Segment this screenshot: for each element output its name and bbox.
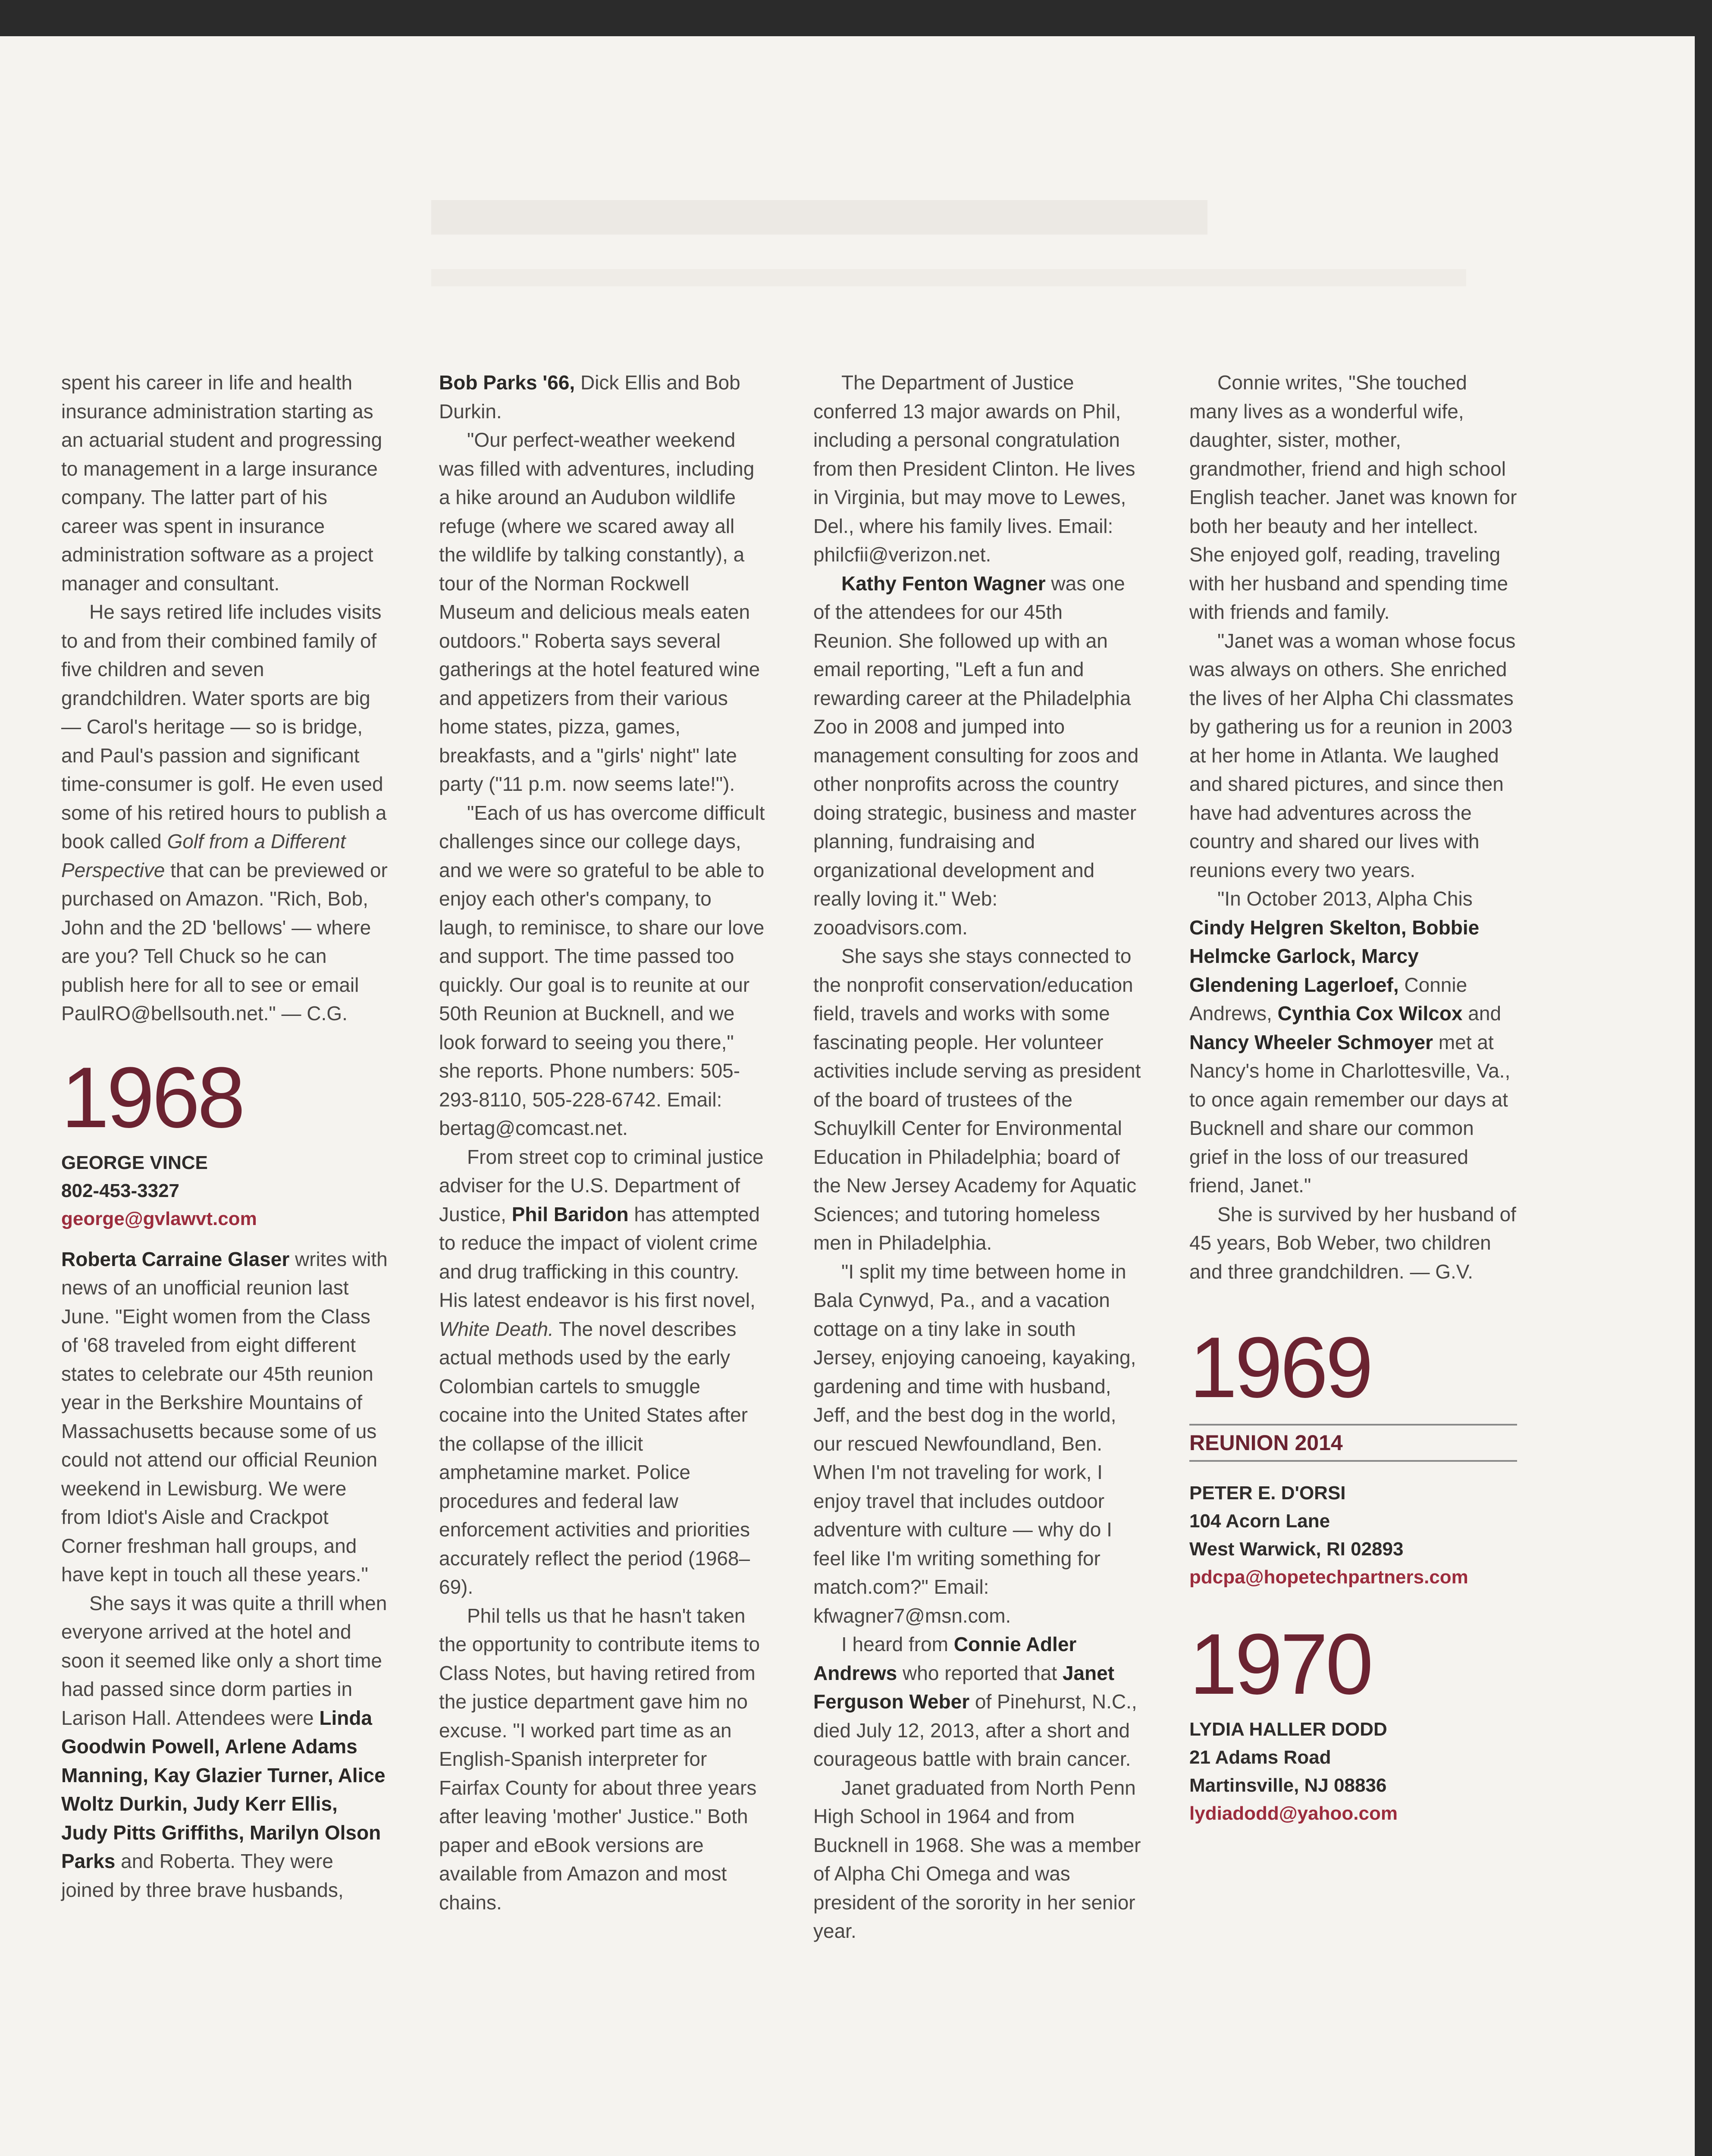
class-1969-header	[1189, 1319, 1517, 1591]
contact-email[interactable]: pdcpa@hopetechpartners.com	[1189, 1567, 1468, 1588]
paragraph: Roberta Carraine Glaser writes with news of an unofficial reunion last June. "Eight women from the Class of '68 traveled from eight different states to celebrate our 45th reunion year in the Berkshire Mountains of Massachusetts because some of us could not attend our official Reunion weekend in Lewisburg. We were from Idiot's Aisle and Crackpot Corner freshman hall groups, and have kept in touch all these years."	[61, 1247, 388, 1586]
divider	[1189, 1460, 1517, 1462]
contact-address-line1: 21 Adams Road	[1189, 1747, 1331, 1768]
contact-phone: 802-453-3327	[61, 1180, 180, 1201]
class-contact	[1189, 1479, 1517, 1591]
paragraph: "Each of us has overcome difficult challenges since our college days, and we were so grateful to be able to enjoy each other's company, to laugh, to reminisce, to share our love and support. The time passed too quickly. Our goal is to reunite at our 50th Reunion at Bucknell, and we look forward to seeing you there," she reports. Phone numbers: 505-293-8110, 505-228-6742. Email: bertag@comcast.net.	[439, 801, 765, 1139]
class-1968-header	[61, 1049, 389, 1233]
show-through-decoration	[431, 269, 1466, 286]
column-3	[813, 368, 1141, 1946]
magazine-page	[0, 36, 1695, 2156]
class-contact	[1189, 1715, 1517, 1827]
paragraph: She is survived by her husband of 45 years, Bob Weber, two children and three grandchildren. — G.V.	[1189, 1203, 1516, 1283]
paragraph: From street cop to criminal justice adviser for the U.S. Department of Justice, Phil Baridon has attempted to reduce the impact of violent crime and drug trafficking in this country. His latest endeavor is his first novel, White Death. The novel describes actual methods used by the early Colombian cartels to smuggle cocaine into the United States after the collapse of the illicit amphetamine market. Police procedures and federal law enforcement activities and priorities accurately reflect the period (1968–69).	[439, 1145, 764, 1598]
contact-address-line2: Martinsville, NJ 08836	[1189, 1775, 1387, 1796]
class-1970-header	[1189, 1616, 1517, 1827]
reunion-label: REUNION 2014	[1189, 1431, 1343, 1455]
paragraph: The Department of Justice conferred 13 major awards on Phil, including a personal congratulation from then President Clinton. He lives in Virginia, but may move to Lewes, Del., where his family lives. Email: philcfii@verizon.net.	[813, 371, 1135, 566]
contact-name: PETER E. D'ORSI	[1189, 1482, 1346, 1504]
column-1	[61, 368, 389, 1904]
contact-address-line1: 104 Acorn Lane	[1189, 1510, 1330, 1532]
contact-address-line2: West Warwick, RI 02893	[1189, 1539, 1404, 1560]
paragraph: Janet graduated from North Penn High School in 1964 and from Bucknell in 1968. She was a member of Alpha Chi Omega and was president of the sorority in her senior year.	[813, 1776, 1141, 1942]
paragraph: Bob Parks '66, Dick Ellis and Bob Durkin.	[439, 371, 740, 423]
paragraph: He says retired life includes visits to and from their combined family of five children and seven grandchildren. Water sports are big — Carol's heritage — so is bridge, and Paul's passion and significant time-consumer is golf. He even used some of his retired hours to publish a book called Golf from a Different Perspective that can be previewed or purchased on Amazon. "Rich, Bob, John and the 2D 'bellows' — where are you? Tell Chuck so he can publish here for all to see or email PaulRO@bellsouth.net." — C.G.	[61, 601, 388, 1025]
paragraph: Phil tells us that he hasn't taken the opportunity to contribute items to Class Notes, but having retired from the justice department gave him no excuse. "I worked part time as an English-Spanish interpreter for Fairfax County for about three years after leaving 'mother' Justice." Both paper and eBook versions are available from Amazon and most chains.	[439, 1604, 760, 1914]
class-contact	[61, 1149, 389, 1233]
paragraph: "Our perfect-weather weekend was filled with adventures, including a hike around an Audubon wildlife refuge (where we scared away all the wildlife by talking constantly), a tour of the Norman Rockwell Museum and delicious meals eaten outdoors." Roberta says several gatherings at the hotel featured wine and appetizers from their various home states, pizza, games, breakfasts, and a "girls' night" late party ("11 p.m. now seems late!").	[439, 429, 760, 795]
paragraph: She says it was quite a thrill when everyone arrived at the hotel and soon it seemed like only a short time had passed since dorm parties in Larison Hall. Attendees were Linda Goodwin Powell, Arlene Adams Manning, Kay Glazier Turner, Alice Woltz Durkin, Judy Kerr Ellis, Judy Pitts Griffiths, Marilyn Olson Parks and Roberta. They were joined by three brave husbands,	[61, 1592, 387, 1901]
contact-email[interactable]: george@gvlawvt.com	[61, 1208, 257, 1229]
paragraph: spent his career in life and health insurance administration starting as an actuarial student and progressing to management in a large insurance company. The latter part of his career was spent in insurance administration software as a project manager and consultant.	[61, 371, 383, 595]
paragraph: "I split my time between home in Bala Cynwyd, Pa., and a vacation cottage on a tiny lake in south Jersey, enjoying canoeing, kayaking, gardening and time with husband, Jeff, and the best dog in the world, our rescued Newfoundland, Ben. When I'm not traveling for work, I enjoy travel that includes outdoor adventure with culture — why do I feel like I'm writing something for match.com?" Email: kfwagner7@msn.com.	[813, 1260, 1136, 1627]
show-through-decoration	[431, 200, 1207, 235]
year-heading: 1968	[61, 1049, 243, 1146]
year-heading: 1969	[1189, 1319, 1371, 1416]
year-heading: 1970	[1189, 1616, 1371, 1712]
paragraph: "Janet was a woman whose focus was always on others. She enriched the lives of her Alpha Chi classmates by gathering us for a reunion in 2003 at her home in Atlanta. We laughed and shared pictures, and since then have had adventures across the country and shared our lives with reunions every two years.	[1189, 629, 1516, 881]
contact-name: GEORGE VINCE	[61, 1152, 208, 1173]
paragraph: Connie writes, "She touched many lives as a wonderful wife, daughter, sister, mother, grandmother, friend and high school English teacher. Janet was known for both her beauty and her intellect. She enjoyed golf, reading, traveling with her husband and spending time with friends and family.	[1189, 371, 1517, 623]
paragraph: Kathy Fenton Wagner was one of the attendees for our 45th Reunion. She followed up with an email reporting, "Left a fun and rewarding career at the Philadelphia Zoo in 2008 and jumped into management consulting for zoos and other nonprofits across the country doing strategic, business and master planning, fundraising and organizational development and really loving it." Web: zooadvisors.com.	[813, 572, 1139, 939]
contact-email[interactable]: lydiadodd@yahoo.com	[1189, 1803, 1398, 1824]
column-4	[1189, 368, 1517, 1827]
paragraph: "In October 2013, Alpha Chis Cindy Helgren Skelton, Bobbie Helmcke Garlock, Marcy Glendening Lagerloef, Connie Andrews, Cynthia Cox Wilcox and Nancy Wheeler Schmoyer met at Nancy's home in Charlottesville, Va., to once again remember our days at Bucknell and share our common grief in the loss of our treasured friend, Janet."	[1189, 887, 1511, 1197]
paragraph: She says she stays connected to the nonprofit conservation/education field, travels and works with some fascinating people. Her volunteer activities include serving as president of the board of trustees of the Schuylkill Center for Environmental Education in Philadelphia; board of the New Jersey Academy for Aquatic Sciences; and tutoring homeless men in Philadelphia.	[813, 945, 1141, 1254]
paragraph: I heard from Connie Adler Andrews who reported that Janet Ferguson Weber of Pinehurst, N.C., died July 12, 2013, after a short and courageous battle with brain cancer.	[813, 1633, 1137, 1770]
contact-name: LYDIA HALLER DODD	[1189, 1719, 1387, 1740]
column-2	[439, 368, 767, 1917]
